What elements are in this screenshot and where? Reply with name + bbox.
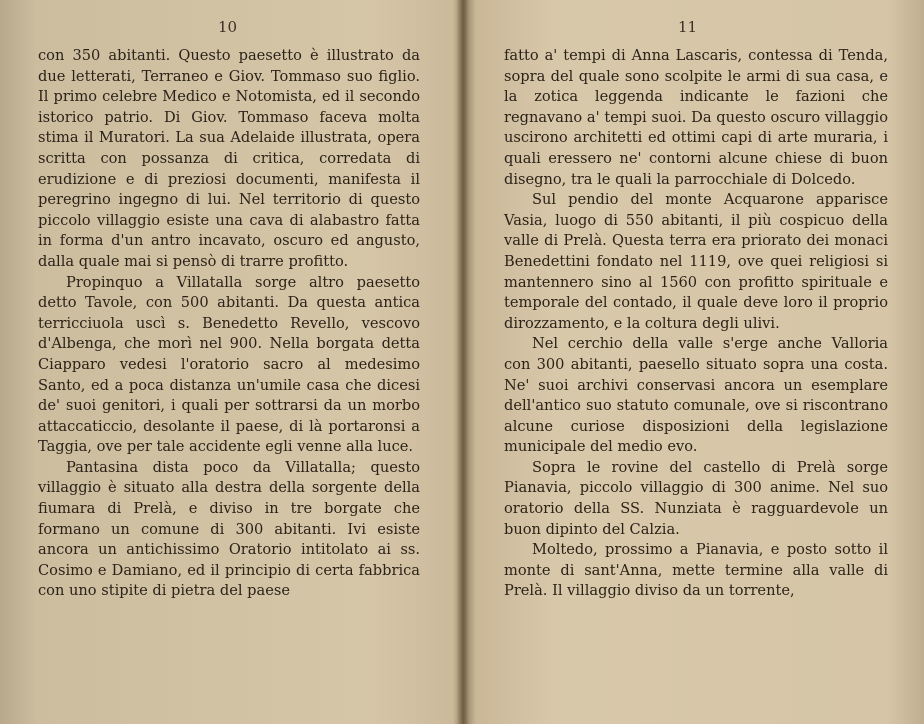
page-number: 10 — [218, 18, 238, 36]
right-page — [466, 0, 924, 724]
page-number: 11 — [678, 18, 698, 36]
paragraph: Sul pendio del monte Acquarone apparisce Vasia, luogo di 550 abitanti, il più cospicuo della valle di Prelà. Questa terra era priorato dei monaci Benedettini fondato nel 1119, ove quei religiosi si mantennero sino al 1560 con profitto spirituale e temporale del contado, il quale deve loro il proprio dirozzamento, e la coltura degli ulivi. — [504, 191, 888, 332]
paragraph: Nel cerchio della valle s'erge anche Valloria con 300 abitanti, paesello situato sopra una costa. Ne' suoi archivi conservasi ancora un esemplare dell'antico suo statuto comunale, ove si riscontrano alcune curiose disposizioni della legislazione municipale del medio evo. — [504, 335, 888, 456]
paragraph: Moltedo, prossimo a Pianavia, e posto sotto il monte di sant'Anna, mette termine alla valle di Prelà. Il villaggio diviso da un torrente, — [504, 541, 888, 600]
paragraph: fatto a' tempi di Anna Lascaris, contessa di Tenda, sopra del quale sono scolpite le armi di sua casa, e la zotica leggenda indicante le fazioni che regnavano a' tempi suoi. Da questo oscuro villaggio uscirono architetti ed ottimi capi di arte muraria, i quali eressero ne' contorni alcune chiese di buon disegno, tra le quali la parrocchiale di Dolcedo. — [504, 47, 888, 188]
page-body — [38, 46, 420, 602]
paragraph: Propinquo a Villatalla sorge altro paesetto detto Tavole, con 500 abitanti. Da questa antica terricciuola uscì s. Benedetto Revello, vescovo d'Albenga, che morì nel 900. Nella borgata detta Ciapparo vedesi l'oratorio sacro al medesimo Santo, ed a poca distanza un'umile casa che dicesi de' suoi genitori, i quali per sottrarsi da un morbo attaccaticcio, desolante il paese, di là portaronsi a Taggia, ove per tale accidente egli venne alla luce. — [38, 273, 420, 456]
paragraph: con 350 abitanti. Questo paesetto è illustrato da due letterati, Terraneo e Giov. Tommaso suo figlio. Il primo celebre Medico e Notomista, ed il secondo istorico patrio. Di Giov. Tommaso faceva molta stima il Muratori. La sua Adelaide illustrata, opera scritta con possanza di critica, corredata di erudizione e di preziosi documenti, manifesta il peregrino ingegno di lui. Nel territorio di questo piccolo villaggio esiste una cava di alabastro fatta in forma d'un antro incavato, oscuro ed angusto, dalla quale mai si pensò di trarre profitto. — [38, 47, 420, 270]
paragraph: Pantasina dista poco da Villatalla; questo villaggio è situato alla destra della sorgente della fiumara di Prelà, e diviso in tre borgate che formano un comune di 300 abitanti. Ivi esiste ancora un antichissimo Oratorio intitolato ai ss. Cosimo e Damiano, ed il principio di certa fabbrica con uno stipite di pietra del paese — [38, 458, 420, 600]
page-body — [504, 46, 888, 602]
paragraph: Sopra le rovine del castello di Prelà sorge Pianavia, piccolo villaggio di 300 anime. Nel suo oratorio della SS. Nunziata è ragguardevole un buon dipinto del Calzia. — [504, 458, 888, 538]
